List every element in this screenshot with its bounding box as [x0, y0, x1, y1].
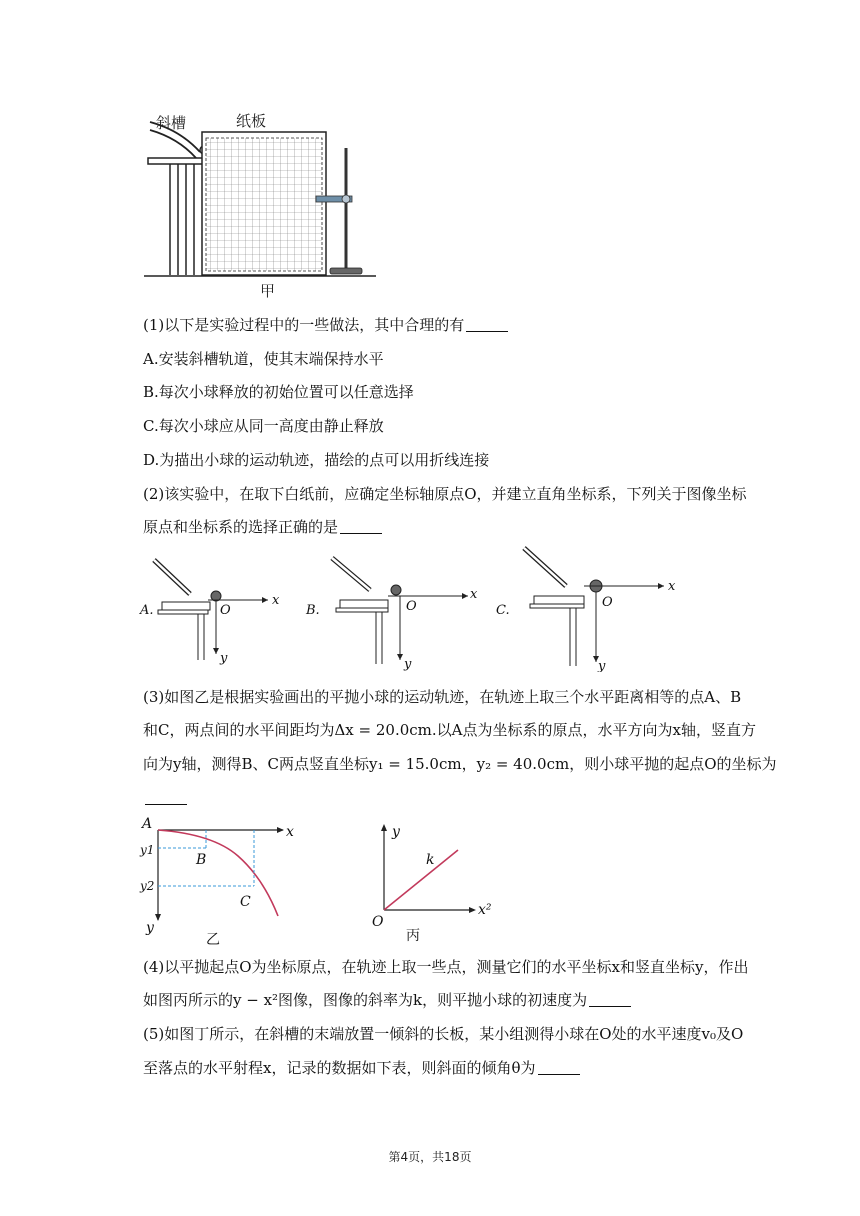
choice-a-x: x: [272, 593, 280, 608]
origin-label: O: [372, 914, 384, 930]
x2-axis-label: x²: [478, 902, 492, 918]
choice-b-origin: O: [406, 599, 417, 614]
label-chute: 斜槽: [156, 115, 187, 132]
q5-line2: 至落点的水平射程x，记录的数据如下表，则斜面的倾角θ为: [143, 1057, 580, 1079]
figure-bing: [362, 816, 512, 946]
q4-line2: 如图丙所示的y − x²图像，图像的斜率为k，则平抛小球的初速度为: [143, 989, 631, 1011]
y-axis-label: y: [146, 920, 154, 936]
answer-blank[interactable]: [340, 519, 382, 534]
q3-answer-line: [143, 787, 187, 809]
choice-c-letter: C.: [496, 603, 510, 618]
q2-line2: 原点和坐标系的选择正确的是: [143, 516, 382, 538]
choice-b-y: y: [404, 657, 412, 672]
y2-label: y2: [140, 879, 155, 893]
q1-option-b: B.每次小球释放的初始位置可以任意选择: [143, 383, 414, 401]
y1-label: y1: [140, 843, 155, 857]
point-c-label: C: [240, 894, 251, 910]
q1-option-d: D.为描出小球的运动轨迹，描绘的点可以用折线连接: [143, 451, 490, 469]
caption-yi: 乙: [206, 931, 220, 946]
label-board: 纸板: [236, 113, 267, 130]
choice-a-letter: A.: [140, 603, 154, 618]
q2-line1: (2)该实验中，在取下白纸前，应确定坐标轴原点O，并建立直角坐标系，下列关于图像坐标: [143, 485, 747, 503]
q2-choice-figures: [138, 542, 698, 672]
answer-blank[interactable]: [145, 790, 187, 805]
slope-label: k: [426, 852, 435, 868]
caption-bing: 丙: [406, 927, 420, 943]
page-footer: 第4页，共18页: [388, 1150, 472, 1164]
q3-line2: 和C，两点间的水平间距均为Δx = 20.0cm.以A点为坐标系的原点，水平方向为x轴，竖直方: [143, 721, 756, 739]
answer-blank[interactable]: [466, 317, 508, 332]
q1-stem: (1)以下是实验过程中的一些做法，其中合理的有: [143, 314, 508, 336]
x-axis-label: x: [286, 824, 294, 840]
choice-b-x: x: [470, 587, 478, 602]
q3-line1: (3)如图乙是根据实验画出的平抛小球的运动轨迹，在轨迹上取三个水平距离相等的点A、B: [143, 688, 742, 706]
choice-a-origin: O: [220, 603, 231, 618]
answer-blank[interactable]: [589, 992, 631, 1007]
answer-blank[interactable]: [538, 1060, 580, 1075]
choice-c-y: y: [598, 659, 606, 672]
q4-line1: (4)以平抛起点O为坐标原点，在轨迹上取一些点，测量它们的水平坐标x和竖直坐标y，作出: [143, 958, 749, 976]
q3-line3: 向为y轴，测得B、C两点竖直坐标y₁ = 15.0cm，y₂ = 40.0cm，则小球平抛的起点O的坐标为: [143, 755, 777, 773]
y-axis-label: y: [392, 824, 400, 840]
choice-b-letter: B.: [306, 603, 320, 618]
q5-line1: (5)如图丁所示，在斜槽的末端放置一倾斜的长板，某小组测得小球在O处的水平速度v₀及O: [143, 1025, 744, 1043]
choice-c-x: x: [668, 579, 676, 594]
caption-jia: 甲: [260, 283, 276, 300]
point-b-label: B: [196, 852, 207, 868]
figure-apparatus: [140, 100, 380, 300]
q1-option-a: A.安装斜槽轨道，使其末端保持水平: [143, 350, 384, 368]
choice-a-y: y: [220, 651, 228, 666]
figure-yi: [138, 816, 308, 946]
q1-option-c: C.每次小球应从同一高度由静止释放: [143, 417, 384, 435]
choice-c-origin: O: [602, 595, 613, 610]
point-a-label: A: [142, 816, 153, 832]
